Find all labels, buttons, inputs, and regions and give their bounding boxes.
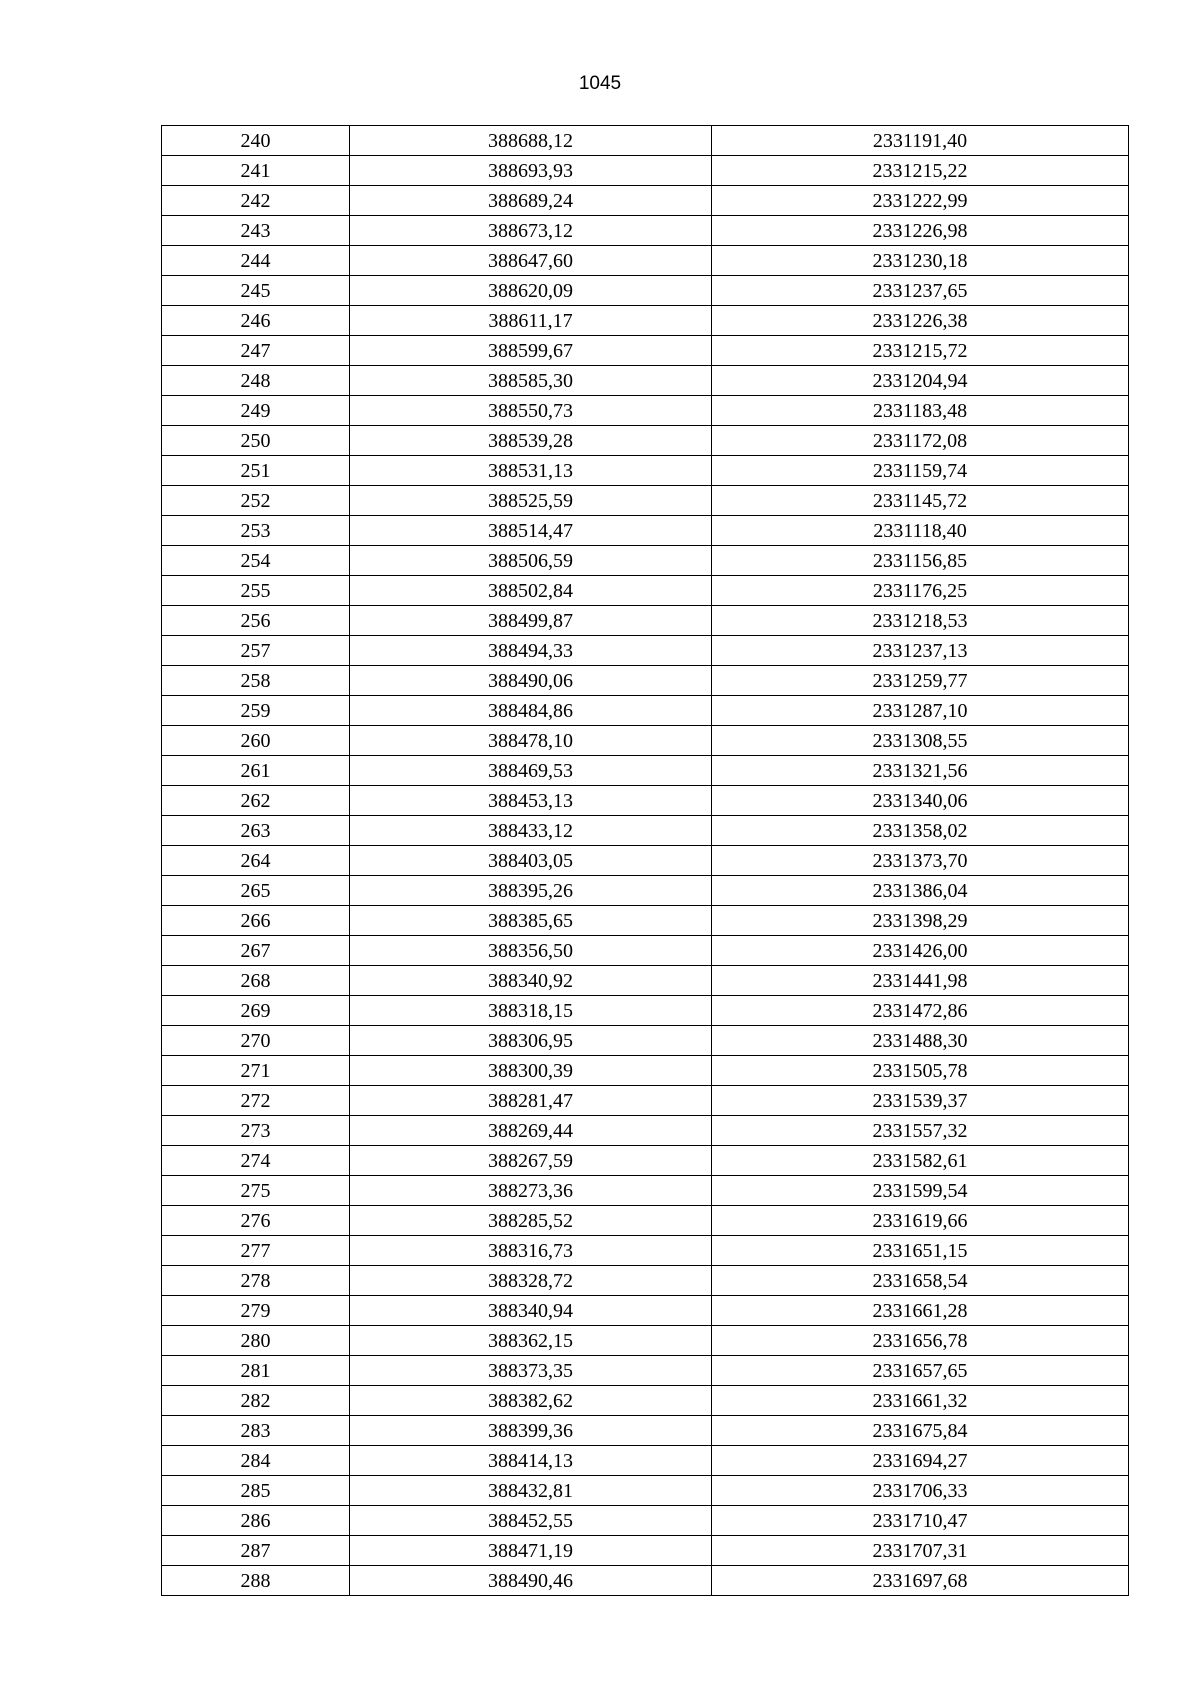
y-coordinate-cell: 2331237,65 [712, 276, 1129, 306]
point-number-cell: 262 [162, 786, 350, 816]
x-coordinate-cell: 388273,36 [350, 1176, 712, 1206]
table-row [162, 1416, 1129, 1446]
x-coordinate-cell: 388502,84 [350, 576, 712, 606]
y-coordinate-cell: 2331656,78 [712, 1326, 1129, 1356]
x-coordinate-cell: 388599,67 [350, 336, 712, 366]
y-coordinate-cell: 2331287,10 [712, 696, 1129, 726]
y-coordinate-cell: 2331657,65 [712, 1356, 1129, 1386]
table-row [162, 1176, 1129, 1206]
point-number-cell: 270 [162, 1026, 350, 1056]
table-row [162, 1506, 1129, 1536]
point-number-cell: 241 [162, 156, 350, 186]
x-coordinate-cell: 388484,86 [350, 696, 712, 726]
table-row [162, 456, 1129, 486]
y-coordinate-cell: 2331582,61 [712, 1146, 1129, 1176]
y-coordinate-cell: 2331222,99 [712, 186, 1129, 216]
point-number-cell: 271 [162, 1056, 350, 1086]
point-number-cell: 278 [162, 1266, 350, 1296]
y-coordinate-cell: 2331710,47 [712, 1506, 1129, 1536]
table-row [162, 576, 1129, 606]
y-coordinate-cell: 2331230,18 [712, 246, 1129, 276]
point-number-cell: 266 [162, 906, 350, 936]
x-coordinate-cell: 388453,13 [350, 786, 712, 816]
table-row [162, 816, 1129, 846]
table-row [162, 666, 1129, 696]
x-coordinate-cell: 388382,62 [350, 1386, 712, 1416]
point-number-cell: 243 [162, 216, 350, 246]
y-coordinate-cell: 2331694,27 [712, 1446, 1129, 1476]
y-coordinate-cell: 2331706,33 [712, 1476, 1129, 1506]
y-coordinate-cell: 2331426,00 [712, 936, 1129, 966]
y-coordinate-cell: 2331172,08 [712, 426, 1129, 456]
table-row [162, 246, 1129, 276]
y-coordinate-cell: 2331539,37 [712, 1086, 1129, 1116]
y-coordinate-cell: 2331259,77 [712, 666, 1129, 696]
y-coordinate-cell: 2331191,40 [712, 126, 1129, 156]
table-row [162, 1266, 1129, 1296]
x-coordinate-cell: 388318,15 [350, 996, 712, 1026]
y-coordinate-cell: 2331505,78 [712, 1056, 1129, 1086]
y-coordinate-cell: 2331661,32 [712, 1386, 1129, 1416]
y-coordinate-cell: 2331707,31 [712, 1536, 1129, 1566]
table-row [162, 156, 1129, 186]
x-coordinate-cell: 388340,92 [350, 966, 712, 996]
point-number-cell: 242 [162, 186, 350, 216]
x-coordinate-cell: 388693,93 [350, 156, 712, 186]
point-number-cell: 264 [162, 846, 350, 876]
point-number-cell: 263 [162, 816, 350, 846]
x-coordinate-cell: 388499,87 [350, 606, 712, 636]
point-number-cell: 280 [162, 1326, 350, 1356]
table-row [162, 396, 1129, 426]
table-row [162, 1116, 1129, 1146]
y-coordinate-cell: 2331599,54 [712, 1176, 1129, 1206]
y-coordinate-cell: 2331145,72 [712, 486, 1129, 516]
x-coordinate-cell: 388688,12 [350, 126, 712, 156]
table-row [162, 936, 1129, 966]
table-row [162, 996, 1129, 1026]
x-coordinate-cell: 388585,30 [350, 366, 712, 396]
y-coordinate-cell: 2331386,04 [712, 876, 1129, 906]
table-row [162, 1446, 1129, 1476]
x-coordinate-cell: 388494,33 [350, 636, 712, 666]
x-coordinate-cell: 388281,47 [350, 1086, 712, 1116]
point-number-cell: 272 [162, 1086, 350, 1116]
table-row [162, 1086, 1129, 1116]
y-coordinate-cell: 2331697,68 [712, 1566, 1129, 1596]
table-row [162, 696, 1129, 726]
point-number-cell: 269 [162, 996, 350, 1026]
x-coordinate-cell: 388452,55 [350, 1506, 712, 1536]
x-coordinate-cell: 388689,24 [350, 186, 712, 216]
point-number-cell: 276 [162, 1206, 350, 1236]
table-row [162, 366, 1129, 396]
x-coordinate-cell: 388611,17 [350, 306, 712, 336]
point-number-cell: 253 [162, 516, 350, 546]
y-coordinate-cell: 2331183,48 [712, 396, 1129, 426]
y-coordinate-cell: 2331237,13 [712, 636, 1129, 666]
table-row [162, 186, 1129, 216]
coordinates-table [161, 125, 1129, 1596]
point-number-cell: 274 [162, 1146, 350, 1176]
table-row [162, 786, 1129, 816]
x-coordinate-cell: 388285,52 [350, 1206, 712, 1236]
x-coordinate-cell: 388316,73 [350, 1236, 712, 1266]
y-coordinate-cell: 2331557,32 [712, 1116, 1129, 1146]
table-row [162, 726, 1129, 756]
point-number-cell: 255 [162, 576, 350, 606]
x-coordinate-cell: 388306,95 [350, 1026, 712, 1056]
y-coordinate-cell: 2331226,98 [712, 216, 1129, 246]
x-coordinate-cell: 388432,81 [350, 1476, 712, 1506]
x-coordinate-cell: 388395,26 [350, 876, 712, 906]
x-coordinate-cell: 388469,53 [350, 756, 712, 786]
x-coordinate-cell: 388490,06 [350, 666, 712, 696]
point-number-cell: 254 [162, 546, 350, 576]
x-coordinate-cell: 388269,44 [350, 1116, 712, 1146]
x-coordinate-cell: 388362,15 [350, 1326, 712, 1356]
table-row [162, 1296, 1129, 1326]
x-coordinate-cell: 388356,50 [350, 936, 712, 966]
point-number-cell: 260 [162, 726, 350, 756]
y-coordinate-cell: 2331204,94 [712, 366, 1129, 396]
table-row [162, 546, 1129, 576]
x-coordinate-cell: 388433,12 [350, 816, 712, 846]
table-row [162, 516, 1129, 546]
point-number-cell: 288 [162, 1566, 350, 1596]
y-coordinate-cell: 2331675,84 [712, 1416, 1129, 1446]
point-number-cell: 250 [162, 426, 350, 456]
y-coordinate-cell: 2331472,86 [712, 996, 1129, 1026]
point-number-cell: 286 [162, 1506, 350, 1536]
point-number-cell: 245 [162, 276, 350, 306]
y-coordinate-cell: 2331658,54 [712, 1266, 1129, 1296]
table-row [162, 486, 1129, 516]
y-coordinate-cell: 2331619,66 [712, 1206, 1129, 1236]
x-coordinate-cell: 388647,60 [350, 246, 712, 276]
x-coordinate-cell: 388267,59 [350, 1146, 712, 1176]
point-number-cell: 283 [162, 1416, 350, 1446]
point-number-cell: 287 [162, 1536, 350, 1566]
point-number-cell: 252 [162, 486, 350, 516]
point-number-cell: 284 [162, 1446, 350, 1476]
x-coordinate-cell: 388328,72 [350, 1266, 712, 1296]
point-number-cell: 261 [162, 756, 350, 786]
table-row [162, 276, 1129, 306]
table-row [162, 606, 1129, 636]
point-number-cell: 257 [162, 636, 350, 666]
point-number-cell: 259 [162, 696, 350, 726]
x-coordinate-cell: 388506,59 [350, 546, 712, 576]
x-coordinate-cell: 388673,12 [350, 216, 712, 246]
point-number-cell: 279 [162, 1296, 350, 1326]
point-number-cell: 275 [162, 1176, 350, 1206]
y-coordinate-cell: 2331215,22 [712, 156, 1129, 186]
y-coordinate-cell: 2331118,40 [712, 516, 1129, 546]
table-row [162, 1536, 1129, 1566]
x-coordinate-cell: 388490,46 [350, 1566, 712, 1596]
table-row [162, 1146, 1129, 1176]
point-number-cell: 267 [162, 936, 350, 966]
table-row [162, 1566, 1129, 1596]
x-coordinate-cell: 388514,47 [350, 516, 712, 546]
table-row [162, 636, 1129, 666]
y-coordinate-cell: 2331651,15 [712, 1236, 1129, 1266]
y-coordinate-cell: 2331218,53 [712, 606, 1129, 636]
point-number-cell: 273 [162, 1116, 350, 1146]
table-row [162, 1206, 1129, 1236]
coordinates-table-body [162, 126, 1129, 1596]
x-coordinate-cell: 388531,13 [350, 456, 712, 486]
x-coordinate-cell: 388403,05 [350, 846, 712, 876]
table-row [162, 1386, 1129, 1416]
y-coordinate-cell: 2331373,70 [712, 846, 1129, 876]
point-number-cell: 265 [162, 876, 350, 906]
x-coordinate-cell: 388385,65 [350, 906, 712, 936]
point-number-cell: 282 [162, 1386, 350, 1416]
point-number-cell: 249 [162, 396, 350, 426]
point-number-cell: 285 [162, 1476, 350, 1506]
point-number-cell: 258 [162, 666, 350, 696]
point-number-cell: 256 [162, 606, 350, 636]
y-coordinate-cell: 2331215,72 [712, 336, 1129, 366]
y-coordinate-cell: 2331321,56 [712, 756, 1129, 786]
point-number-cell: 277 [162, 1236, 350, 1266]
table-row [162, 426, 1129, 456]
point-number-cell: 247 [162, 336, 350, 366]
table-row [162, 336, 1129, 366]
y-coordinate-cell: 2331226,38 [712, 306, 1129, 336]
y-coordinate-cell: 2331159,74 [712, 456, 1129, 486]
table-row [162, 846, 1129, 876]
y-coordinate-cell: 2331176,25 [712, 576, 1129, 606]
x-coordinate-cell: 388373,35 [350, 1356, 712, 1386]
x-coordinate-cell: 388620,09 [350, 276, 712, 306]
x-coordinate-cell: 388340,94 [350, 1296, 712, 1326]
page-number: 1045 [578, 73, 622, 94]
y-coordinate-cell: 2331358,02 [712, 816, 1129, 846]
y-coordinate-cell: 2331308,55 [712, 726, 1129, 756]
x-coordinate-cell: 388399,36 [350, 1416, 712, 1446]
y-coordinate-cell: 2331441,98 [712, 966, 1129, 996]
table-row [162, 306, 1129, 336]
point-number-cell: 251 [162, 456, 350, 486]
table-row [162, 1326, 1129, 1356]
x-coordinate-cell: 388478,10 [350, 726, 712, 756]
x-coordinate-cell: 388414,13 [350, 1446, 712, 1476]
point-number-cell: 246 [162, 306, 350, 336]
table-row [162, 756, 1129, 786]
x-coordinate-cell: 388300,39 [350, 1056, 712, 1086]
table-row [162, 1026, 1129, 1056]
table-row [162, 1356, 1129, 1386]
point-number-cell: 240 [162, 126, 350, 156]
table-row [162, 966, 1129, 996]
point-number-cell: 268 [162, 966, 350, 996]
table-row [162, 906, 1129, 936]
y-coordinate-cell: 2331340,06 [712, 786, 1129, 816]
table-row [162, 1476, 1129, 1506]
table-row [162, 216, 1129, 246]
x-coordinate-cell: 388471,19 [350, 1536, 712, 1566]
point-number-cell: 248 [162, 366, 350, 396]
y-coordinate-cell: 2331156,85 [712, 546, 1129, 576]
table-row [162, 876, 1129, 906]
x-coordinate-cell: 388525,59 [350, 486, 712, 516]
table-row [162, 126, 1129, 156]
point-number-cell: 244 [162, 246, 350, 276]
y-coordinate-cell: 2331488,30 [712, 1026, 1129, 1056]
table-row [162, 1236, 1129, 1266]
x-coordinate-cell: 388539,28 [350, 426, 712, 456]
y-coordinate-cell: 2331661,28 [712, 1296, 1129, 1326]
x-coordinate-cell: 388550,73 [350, 396, 712, 426]
y-coordinate-cell: 2331398,29 [712, 906, 1129, 936]
table-row [162, 1056, 1129, 1086]
point-number-cell: 281 [162, 1356, 350, 1386]
